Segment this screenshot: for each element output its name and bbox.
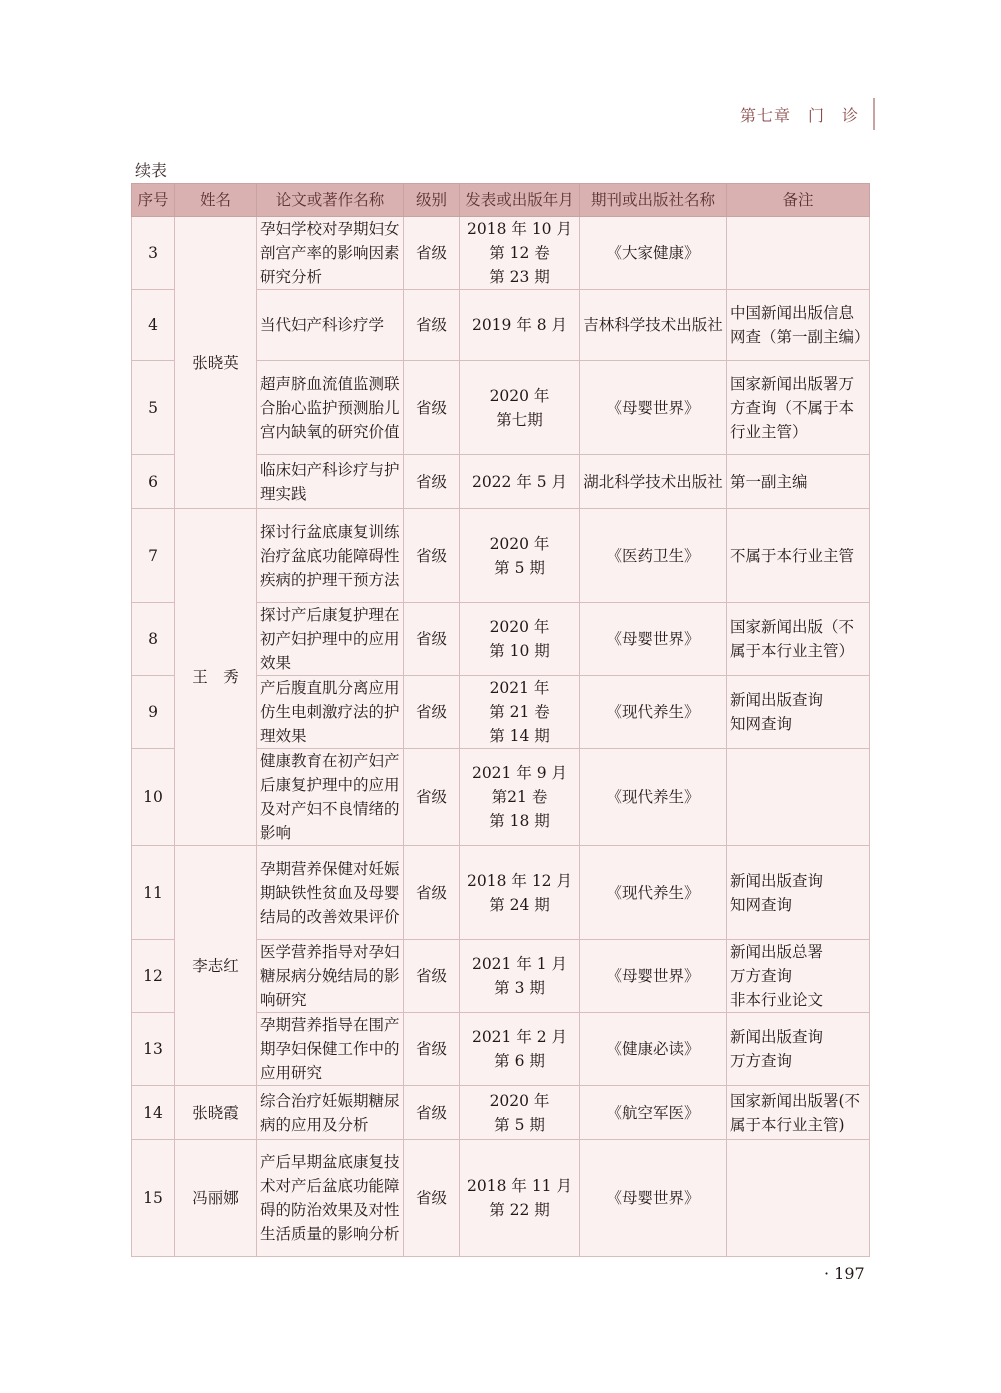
cell-no: 7 [132, 509, 175, 603]
cell-no: 11 [132, 846, 175, 940]
cell-publisher: 《现代养生》 [580, 846, 727, 940]
cell-title: 产后腹直肌分离应用仿生电刺激疗法的护理效果 [257, 676, 404, 749]
cell-no: 14 [132, 1086, 175, 1140]
col-header-no: 序号 [132, 184, 175, 217]
cell-note [727, 1140, 870, 1257]
cell-level: 省级 [404, 455, 460, 509]
cell-note: 第一副主编 [727, 455, 870, 509]
cell-publisher: 《母婴世界》 [580, 940, 727, 1013]
table-row [132, 846, 870, 940]
cell-level: 省级 [404, 1086, 460, 1140]
cell-level: 省级 [404, 940, 460, 1013]
cell-author: 李志红 [175, 846, 257, 1086]
col-header-level: 级别 [404, 184, 460, 217]
cell-level: 省级 [404, 509, 460, 603]
cell-title: 探讨行盆底康复训练治疗盆底功能障碍性疾病的护理干预方法 [257, 509, 404, 603]
cell-title: 综合治疗妊娠期糖尿病的应用及分析 [257, 1086, 404, 1140]
cell-date: 2021 年 第 21 卷 第 14 期 [460, 676, 580, 749]
cell-note [727, 217, 870, 290]
cell-note: 新闻出版总署 万方查询 非本行业论文 [727, 940, 870, 1013]
cell-date: 2018 年 12 月 第 24 期 [460, 846, 580, 940]
cell-no: 10 [132, 749, 175, 846]
cell-date: 2019 年 8 月 [460, 290, 580, 361]
chapter-header [700, 98, 875, 130]
cell-note: 国家新闻出版署(不属于本行业主管) [727, 1086, 870, 1140]
table-row [132, 217, 870, 290]
cell-note: 国家新闻出版署万方查询（不属于本行业主管） [727, 361, 870, 455]
col-header-note: 备注 [727, 184, 870, 217]
cell-level: 省级 [404, 749, 460, 846]
cell-title: 医学营养指导对孕妇糖尿病分娩结局的影响研究 [257, 940, 404, 1013]
cell-publisher: 《现代养生》 [580, 749, 727, 846]
cell-date: 2020 年 第七期 [460, 361, 580, 455]
cell-publisher: 《母婴世界》 [580, 361, 727, 455]
col-header-date: 发表或出版年月 [460, 184, 580, 217]
cell-no: 3 [132, 217, 175, 290]
cell-no: 8 [132, 603, 175, 676]
cell-level: 省级 [404, 290, 460, 361]
cell-publisher: 《航空军医》 [580, 1086, 727, 1140]
cell-publisher: 《母婴世界》 [580, 1140, 727, 1257]
cell-no: 5 [132, 361, 175, 455]
table-header-row [132, 184, 870, 217]
cell-date: 2018 年 11 月 第 22 期 [460, 1140, 580, 1257]
cell-note: 新闻出版查询 知网查询 [727, 846, 870, 940]
cell-level: 省级 [404, 1013, 460, 1086]
cell-publisher: 吉林科学技术出版社 [580, 290, 727, 361]
cell-no: 15 [132, 1140, 175, 1257]
cell-date: 2020 年 第 5 期 [460, 1086, 580, 1140]
cell-title: 孕期营养指导在围产期孕妇保健工作中的应用研究 [257, 1013, 404, 1086]
cell-note: 国家新闻出版（不属于本行业主管） [727, 603, 870, 676]
cell-note: 中国新闻出版信息网查（第一副主编） [727, 290, 870, 361]
cell-author: 王 秀 [175, 509, 257, 846]
cell-level: 省级 [404, 361, 460, 455]
cell-title: 探讨产后康复护理在初产妇护理中的应用效果 [257, 603, 404, 676]
cell-note: 新闻出版查询 万方查询 [727, 1013, 870, 1086]
cell-author: 张晓霞 [175, 1086, 257, 1140]
cell-note [727, 749, 870, 846]
cell-level: 省级 [404, 1140, 460, 1257]
cell-title: 孕妇学校对孕期妇女剖宫产率的影响因素研究分析 [257, 217, 404, 290]
cell-date: 2021 年 2 月 第 6 期 [460, 1013, 580, 1086]
cell-no: 6 [132, 455, 175, 509]
col-header-name: 姓名 [175, 184, 257, 217]
cell-author: 冯丽娜 [175, 1140, 257, 1257]
cell-level: 省级 [404, 603, 460, 676]
cell-title: 孕期营养保健对妊娠期缺铁性贫血及母婴结局的改善效果评价 [257, 846, 404, 940]
cell-level: 省级 [404, 217, 460, 290]
col-header-title: 论文或著作名称 [257, 184, 404, 217]
publications-table [131, 183, 870, 1257]
cell-publisher: 《母婴世界》 [580, 603, 727, 676]
cell-date: 2018 年 10 月 第 12 卷 第 23 期 [460, 217, 580, 290]
cell-title: 当代妇产科诊疗学 [257, 290, 404, 361]
cell-date: 2020 年 第 10 期 [460, 603, 580, 676]
cell-note: 新闻出版查询 知网查询 [727, 676, 870, 749]
cell-publisher: 湖北科学技术出版社 [580, 455, 727, 509]
cell-no: 4 [132, 290, 175, 361]
chapter-title: 第七章 门 诊 [739, 105, 859, 125]
cell-level: 省级 [404, 846, 460, 940]
page-number: · 197 [824, 1264, 865, 1283]
cell-title: 产后早期盆底康复技术对产后盆底功能障碍的防治效果及对性生活质量的影响分析 [257, 1140, 404, 1257]
table-row [132, 1086, 870, 1140]
cell-date: 2021 年 1 月 第 3 期 [460, 940, 580, 1013]
cell-title: 健康教育在初产妇产后康复护理中的应用及对产妇不良情绪的影响 [257, 749, 404, 846]
table-row [132, 509, 870, 603]
cell-title: 超声脐血流值监测联合胎心监护预测胎儿宫内缺氧的研究价值 [257, 361, 404, 455]
table-row [132, 1140, 870, 1257]
cell-no: 9 [132, 676, 175, 749]
cell-date: 2022 年 5 月 [460, 455, 580, 509]
cell-no: 13 [132, 1013, 175, 1086]
cell-level: 省级 [404, 676, 460, 749]
cell-author: 张晓英 [175, 217, 257, 509]
cell-no: 12 [132, 940, 175, 1013]
cell-title: 临床妇产科诊疗与护理实践 [257, 455, 404, 509]
cell-publisher: 《医药卫生》 [580, 509, 727, 603]
col-header-publisher: 期刊或出版社名称 [580, 184, 727, 217]
cell-date: 2020 年 第 5 期 [460, 509, 580, 603]
cell-publisher: 《健康必读》 [580, 1013, 727, 1086]
cell-publisher: 《现代养生》 [580, 676, 727, 749]
cell-publisher: 《大家健康》 [580, 217, 727, 290]
cell-note: 不属于本行业主管 [727, 509, 870, 603]
continuation-label: 续表 [135, 161, 168, 180]
cell-date: 2021 年 9 月 第21 卷 第 18 期 [460, 749, 580, 846]
